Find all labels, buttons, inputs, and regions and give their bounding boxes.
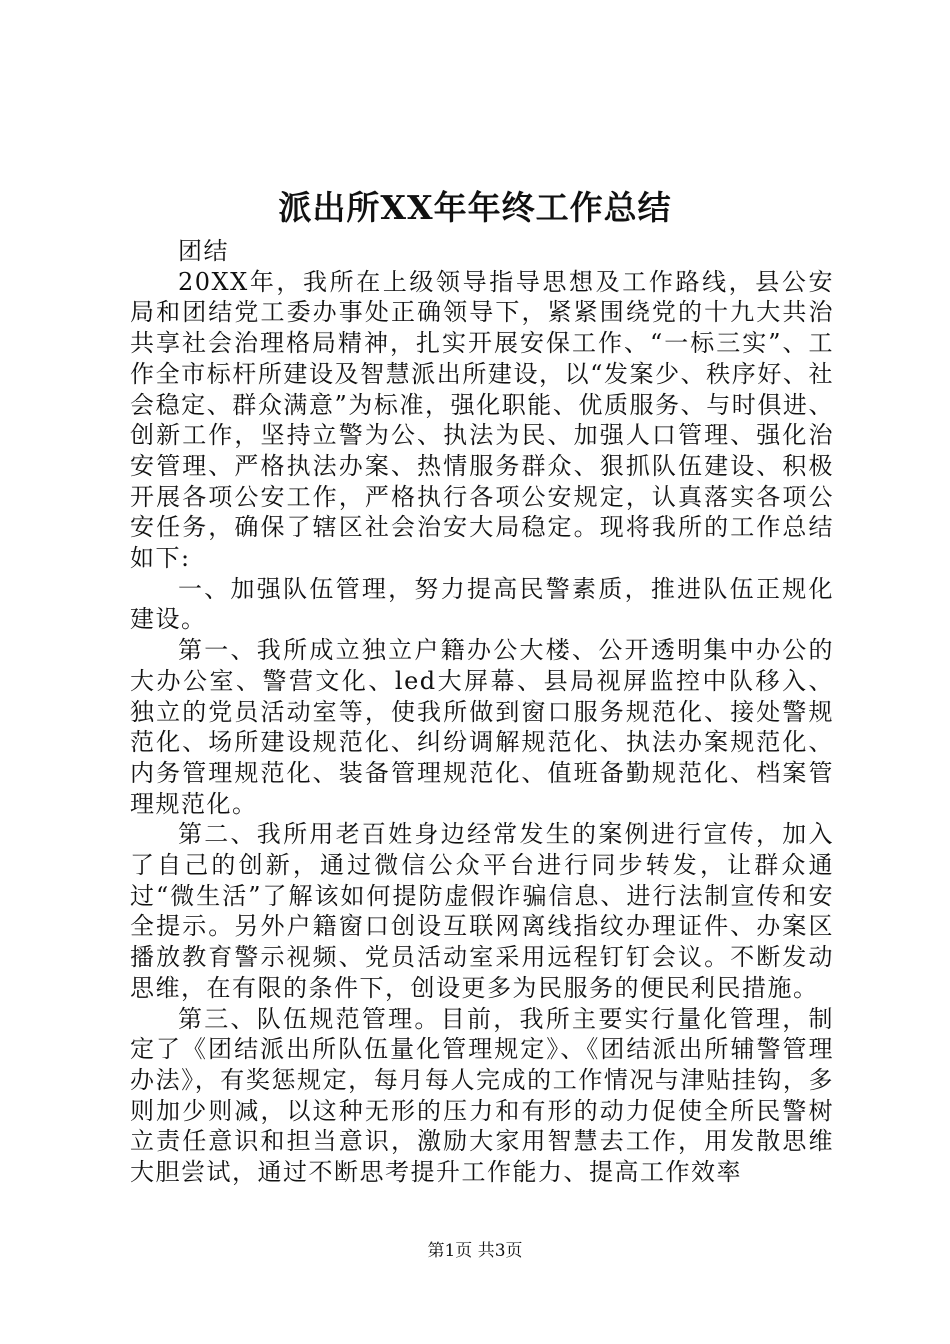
paragraph-intro: 20XX年，我所在上级领导指导思想及工作路线，县公安局和团结党工委办事处正确领导下，紧紧围绕党的十九大共治共享社会治理格局精神，扎实开展安保工作、“一标三实”、工作全市标杆所建设及智慧派出所建设，以“发案少、秩序好、社会稳定、群众满意”为标准，强化职能、优质服务、与时俱进、创新工作，坚持立警为公、执法为民、加强人口管理、强化治安管理、严格执法办案、热情服务群众、狠抓队伍建设、积极开展各项公安工作，严格执行各项公安规定，认真落实各项公安任务，确保了辖区社会治安大局稳定。现将我所的工作总结如下:	[130, 267, 834, 573]
paragraph-first-point: 第一、我所成立独立户籍办公大楼、公开透明集中办公的大办公室、警营文化、led大屏幕、县局视屏监控中队移入、独立的党员活动室等，使我所做到窗口服务规范化、接处警规范化、场所建设规范化、纠纷调解规范化、执法办案规范化、内务管理规范化、装备管理规范化、值班备勤规范化、档案管理规范化。	[130, 636, 834, 818]
paragraph-section-one-heading: 一、加强队伍管理，努力提高民警素质，推进队伍正规化建设。	[130, 574, 834, 634]
paragraph-third-point: 第三、队伍规范管理。目前，我所主要实行量化管理，制定了《团结派出所队伍量化管理规定》、《团结派出所辅警管理办法》，有奖惩规定，每月每人完成的工作情况与津贴挂钩，多则加少则减，以这种无形的压力和有形的动力促使全所民警树立责任意识和担当意识，激励大家用智慧去工作，用发散思维大胆尝试，通过不断思考提升工作能力、提高工作效率	[130, 1004, 834, 1187]
document-title: 派出所XX年年终工作总结	[278, 188, 672, 227]
page-footer: 第1页 共3页	[427, 1241, 523, 1261]
paragraph-second-point: 第二、我所用老百姓身边经常发生的案例进行宣传，加入了自己的创新，通过微信公众平台进行同步转发，让群众通过“微生活”了解该如何提防虚假诈骗信息、进行法制宣传和安全提示。另外户籍窗口创设互联网离线指纹办理证件、办案区播放教育警示视频、党员活动室采用远程钉钉会议。不断发动思维，在有限的条件下，创设更多为民服务的便民利民措施。	[130, 820, 834, 1002]
paragraph-heading-unit: 团结	[178, 237, 229, 265]
document-body	[130, 236, 834, 1188]
